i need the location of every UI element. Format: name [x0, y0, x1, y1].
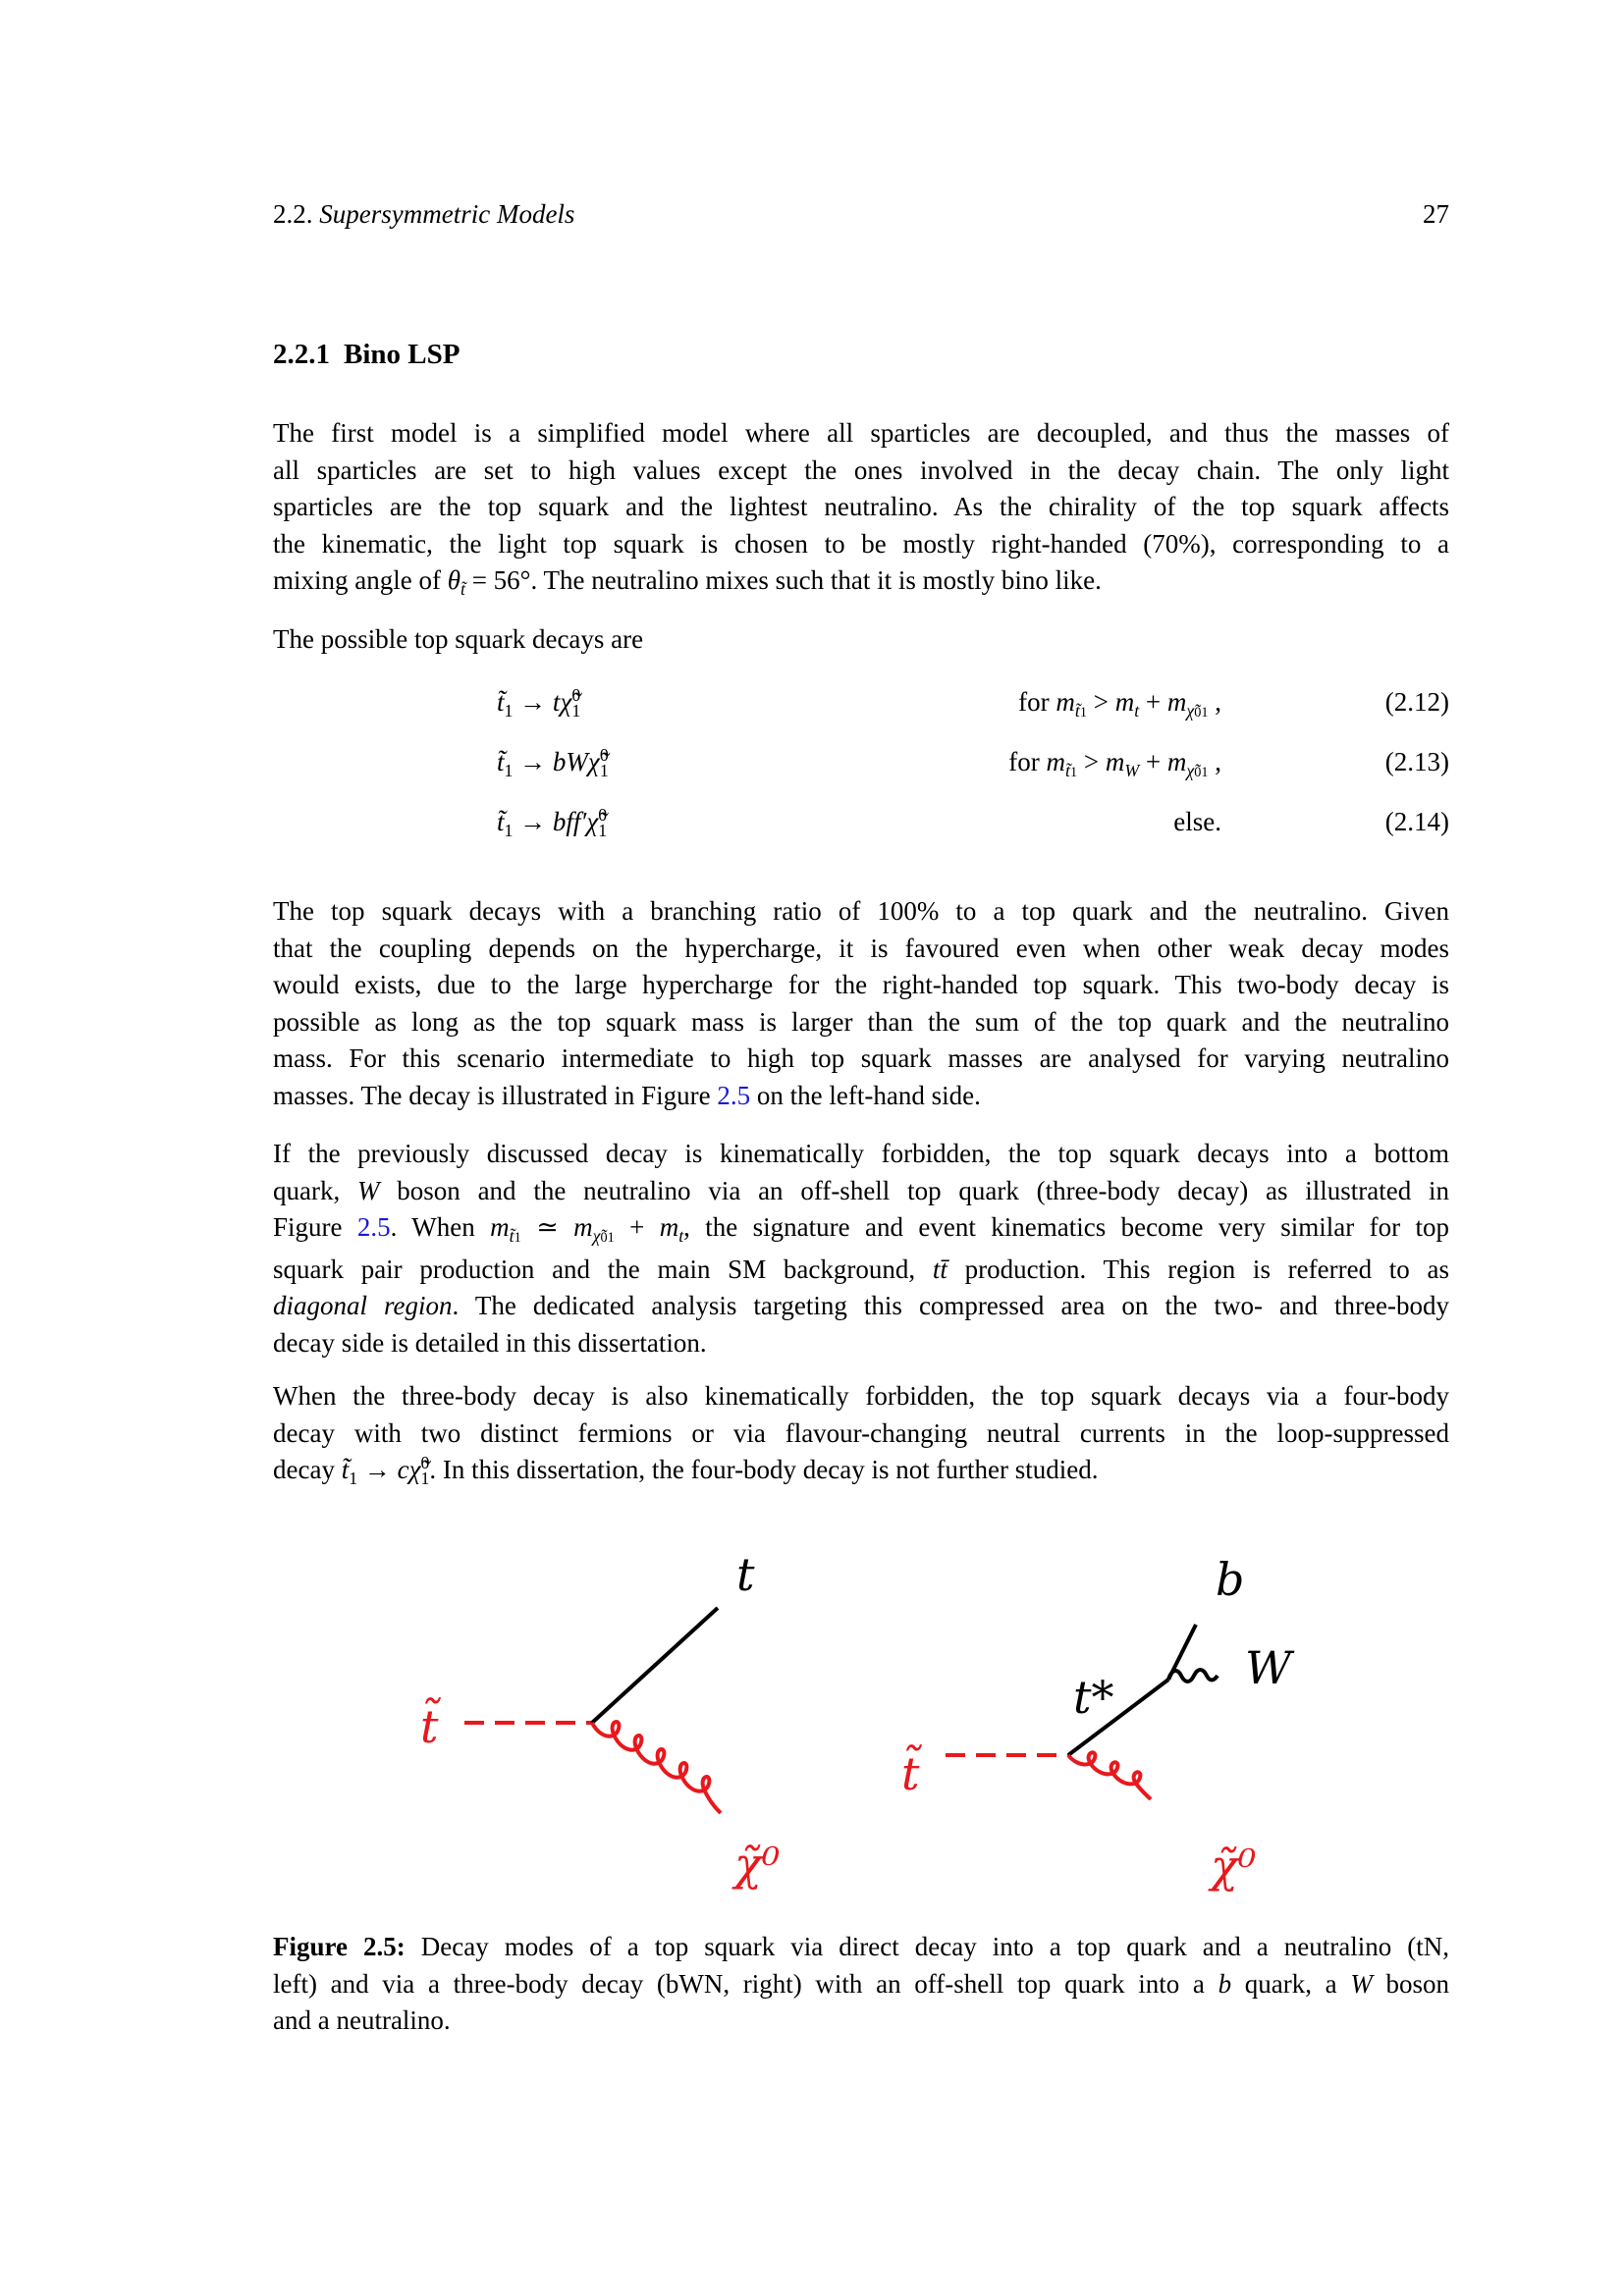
label-w: W	[1245, 1641, 1292, 1694]
neutralino-line	[1068, 1752, 1151, 1799]
label-tstar: t*	[1073, 1671, 1114, 1724]
text-line: that the coupling depends on the hypercharge, it is favoured even when other weak decay modes	[273, 933, 1449, 963]
equation-lhs: $t̃_1$ → tχ̃$^0_1$	[497, 685, 581, 721]
w-boson-line	[1168, 1670, 1218, 1682]
section-heading	[273, 339, 460, 371]
text-line: mixing angle of $\theta_{t̃} = 56^\circ$. The neutralino mixes such that it is mostly bino like.	[273, 565, 1102, 600]
label-neutralino: χ̃⁰	[734, 1838, 781, 1891]
text-line: Figure 2.5. When mt̃1 ≃ mχ̃01 + $m_t$, the signature and event kinematics become very similar for top	[273, 1212, 1450, 1247]
text-line: squark pair production and the main SM background, tt̄ production. This region is referred to as	[273, 1254, 1449, 1284]
label-neutralino: χ̃⁰	[1211, 1840, 1257, 1893]
text-line: masses. The decay is illustrated in Figure 2.5 on the left-hand side.	[273, 1080, 981, 1110]
section-number: 2.2.1	[273, 339, 330, 370]
paragraph-1	[273, 415, 1449, 600]
text-line: When the three-body decay is also kinematically forbidden, the top squark decays via a four-body	[273, 1381, 1449, 1411]
equation-condition: for mt̃1 > $m_t$ + mχ̃01 ,	[1018, 687, 1221, 721]
equation-2-14	[273, 807, 1449, 846]
figure-link[interactable]: 2.5	[717, 1080, 751, 1110]
text-line: the kinematic, the light top squark is chosen to be mostly right-handed (70%), corresponding to a	[273, 528, 1449, 559]
equation-lhs: $t̃_1$ → bff′χ̃$^0_1$	[497, 805, 608, 840]
label-stop: t̃	[420, 1700, 439, 1753]
top-quark-line	[592, 1608, 718, 1723]
equation-2-13	[273, 747, 1449, 786]
text-line: would exists, due to the large hypercharge for the right-handed top squark. This two-body decay is	[273, 970, 1449, 1000]
equation-2-12	[273, 687, 1449, 726]
label-b: b	[1216, 1553, 1245, 1606]
diagram-direct-decay	[420, 1548, 780, 1891]
equation-number: (2.13)	[1384, 747, 1449, 776]
text-line: sparticles are the top squark and the lightest neutralino. As the chirality of the top squark affects	[273, 492, 1449, 522]
text-line: The first model is a simplified model where all sparticles are decoupled, and thus the masses of	[273, 418, 1449, 448]
text-line: possible as long as the top squark mass is larger than the sum of the top quark and the neutralino	[273, 1006, 1449, 1037]
text-line: mass. For this scenario intermediate to high top squark masses are analysed for varying neutralino	[273, 1043, 1449, 1074]
text-line: The top squark decays with a branching ratio of 100% to a top quark and the neutralino. Given	[273, 896, 1449, 926]
figure-link[interactable]: 2.5	[356, 1212, 391, 1243]
text-line: decay $t̃_1$ → cχ̃$^0_1$. In this dissertation, the four-body decay is not further studied.	[273, 1453, 1099, 1488]
header-section: 2.2. Supersymmetric Models	[273, 199, 575, 229]
text-line: Figure 2.5: Decay modes of a top squark via direct decay into a top quark and a neutralino (tN,	[273, 1932, 1450, 1961]
equation-lhs: $t̃_1$ → bWχ̃$^0_1$	[497, 745, 609, 780]
caption-label: Figure 2.5:	[273, 1932, 406, 1961]
text-line: decay side is detailed in this dissertation.	[273, 1327, 707, 1358]
figure-caption	[273, 1929, 1449, 2040]
text-line: quark, W boson and the neutralino via an off-shell top quark (three-body decay) as illustrated in	[273, 1175, 1450, 1205]
label-top: t	[736, 1548, 755, 1601]
paragraph-3	[273, 893, 1449, 1115]
label-stop: t̃	[901, 1747, 920, 1800]
equation-number: (2.12)	[1384, 687, 1449, 717]
section-title: Bino LSP	[344, 339, 460, 370]
text-line: diagonal region. The dedicated analysis targeting this compressed area on the two- and three-body	[273, 1291, 1449, 1321]
diagram-three-body-decay	[901, 1553, 1295, 1893]
paragraph-5	[273, 1378, 1449, 1489]
running-header	[273, 199, 1449, 235]
text-line: If the previously discussed decay is kinematically forbidden, the top squark decays into a bottom	[273, 1139, 1449, 1168]
page-number: 27	[1423, 199, 1449, 229]
text-line: The possible top squark decays are	[273, 624, 644, 654]
text-line: all sparticles are set to high values except the ones involved in the decay chain. The only light	[273, 454, 1449, 485]
text-line: decay with two distinct fermions or via flavour-changing neutral currents in the loop-suppressed	[273, 1417, 1449, 1448]
paragraph-4	[273, 1136, 1449, 1362]
feynman-diagrams	[273, 1546, 1449, 1909]
text-line: and a neutralino.	[273, 2005, 451, 2036]
paragraph-2	[273, 621, 1449, 659]
equation-condition: for mt̃1 > $m_W$ + mχ̃01 ,	[1008, 747, 1221, 781]
text-line: left) and via a three-body decay (bWN, right) with an off-shell top quark into a b quark, a W boson	[273, 1968, 1450, 1999]
equation-number: (2.14)	[1384, 807, 1449, 836]
equation-condition: else.	[1173, 807, 1221, 836]
neutralino-line	[592, 1722, 721, 1813]
